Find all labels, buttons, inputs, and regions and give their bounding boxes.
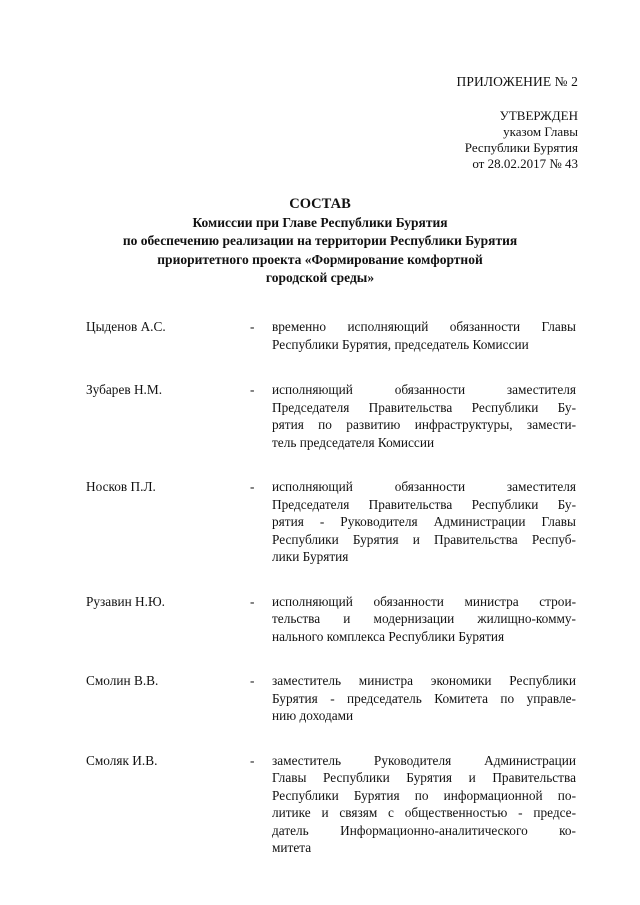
approval-line: Республики Бурятия: [464, 140, 578, 155]
description-line: рятия по развитию инфраструктуры, замести-: [272, 417, 576, 432]
member-name: Зубарев Н.М.: [86, 382, 163, 397]
member-dash: -: [250, 593, 255, 609]
description-line: заместитель министра экономики Республики: [272, 673, 576, 688]
description-line: Республики Бурятия и Правительства Респуб-: [272, 531, 576, 547]
member-description: [272, 752, 576, 857]
description-line: Бурятия - председатель Комитета по управле-: [272, 690, 576, 706]
description-line: исполняющий обязанности министра строи-: [272, 593, 576, 609]
member-entry: [86, 381, 576, 451]
member-dash: -: [250, 673, 255, 688]
description-line: датель Информационно-аналитического ко-: [272, 822, 576, 838]
member-name: Смоляк И.В.: [86, 752, 158, 768]
description-line: митета: [272, 840, 312, 855]
member-description: [272, 672, 576, 725]
member-name: Смолин В.В.: [86, 673, 159, 688]
description-line: нию доходами: [272, 708, 354, 723]
description-line: Республики Бурятия по информационной по-: [272, 787, 576, 803]
document-title: [70, 195, 570, 288]
description-line: заместитель Руководителя Администрации: [272, 752, 576, 768]
description-line: нального комплекса Республики Бурятия: [272, 628, 505, 644]
member-description: [272, 593, 576, 646]
member-dash: -: [250, 752, 255, 768]
member-name: Рузавин Н.Ю.: [86, 593, 165, 609]
description-line: Председателя Правительства Республики Бу-: [272, 399, 576, 415]
member-description: [272, 318, 576, 353]
description-line: тель председателя Комиссии: [272, 434, 435, 450]
member-entry: [86, 593, 576, 646]
description-line: Республики Бурятия, председатель Комиссии: [272, 336, 529, 352]
title-line: приоритетного проекта «Формирование комфортной: [157, 251, 483, 267]
title-heading: СОСТАВ: [289, 196, 351, 212]
description-line: временно исполняющий обязанности Главы: [272, 319, 576, 334]
member-dash: -: [250, 319, 255, 334]
title-line: по обеспечению реализации на территории Республики Бурятия: [122, 233, 518, 248]
title-line: городской среды»: [265, 270, 375, 285]
description-line: исполняющий обязанности заместителя: [272, 479, 576, 494]
description-line: лики Бурятия: [272, 549, 349, 564]
member-entry: [86, 672, 576, 725]
title-line: Комиссии при Главе Республики Бурятия: [192, 214, 448, 230]
member-dash: -: [250, 479, 255, 494]
member-description: [272, 381, 576, 451]
member-name: Носков П.Л.: [86, 479, 156, 494]
approval-line: от 28.02.2017 № 43: [472, 156, 578, 171]
member-entry: [86, 478, 576, 566]
description-line: Председателя Правительства Республики Бу-: [272, 496, 576, 512]
member-name: Цыденов А.С.: [86, 319, 166, 334]
description-line: Главы Республики Бурятия и Правительства: [272, 770, 576, 785]
member-entry: [86, 752, 576, 857]
appendix-label: ПРИЛОЖЕНИЕ № 2: [456, 74, 578, 89]
members-list: [86, 318, 576, 857]
member-description: [272, 478, 576, 566]
description-line: исполняющий обязанности заместителя: [272, 382, 576, 397]
approval-stamp: [465, 108, 578, 172]
approval-line: указом Главы: [503, 124, 578, 139]
member-dash: -: [250, 382, 255, 397]
description-line: тельства и модернизации жилищно-комму-: [272, 611, 576, 626]
member-entry: [86, 318, 576, 353]
description-line: литике и связям с общественностью - предсе-: [272, 805, 576, 820]
description-line: рятия - Руководителя Администрации Главы: [272, 514, 576, 529]
approval-line: УТВЕРЖДЕН: [499, 108, 578, 123]
